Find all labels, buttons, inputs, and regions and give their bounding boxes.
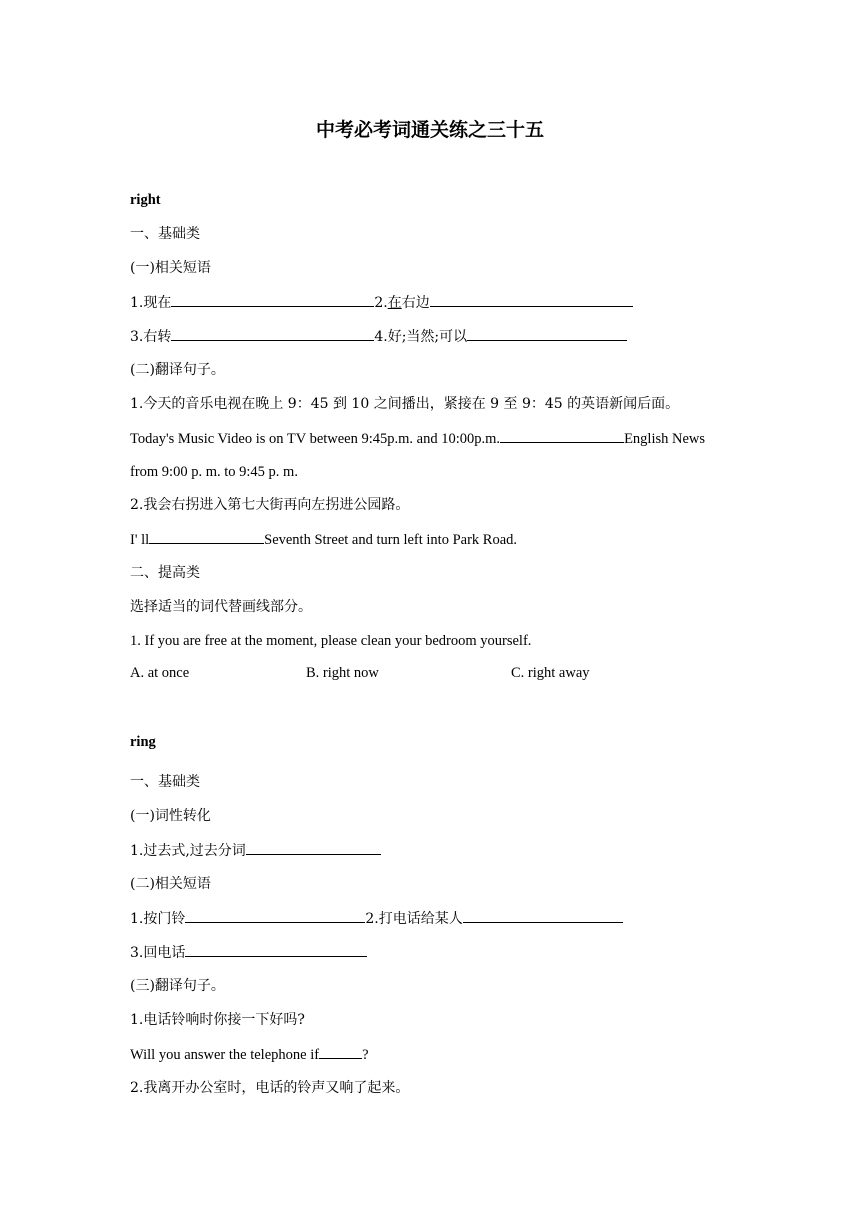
translate-heading: (三)翻译句子。 xyxy=(130,978,225,994)
phrase-row xyxy=(130,326,627,347)
answer-blank[interactable] xyxy=(463,908,623,923)
answer-blank[interactable] xyxy=(185,942,367,957)
option-c[interactable]: C. right away xyxy=(511,665,590,681)
sentence-en xyxy=(130,529,517,550)
phrase-label: 2.打电话给某人 xyxy=(365,911,463,927)
answer-blank[interactable] xyxy=(246,840,381,855)
answer-blank[interactable] xyxy=(500,428,624,443)
word-heading-right: right xyxy=(130,192,161,208)
phrase-label: 2. xyxy=(374,295,388,311)
phrase-label: 3.回电话 xyxy=(130,945,186,961)
sentence-en xyxy=(130,428,705,449)
sentence-cn: 1.电话铃响时你接一下好吗? xyxy=(130,1012,305,1028)
option-b[interactable]: B. right now xyxy=(306,665,379,681)
answer-blank[interactable] xyxy=(430,292,633,307)
answer-blank[interactable] xyxy=(319,1044,362,1059)
sentence-cn: 1.今天的音乐电视在晚上 9：45 到 10 之间播出，紧接在 9 至 9：45 的英语新闻后面。 xyxy=(130,396,680,412)
sentence-text: Today's Music Video is on TV between 9:45p.m. and 10:00p.m. xyxy=(130,431,501,447)
basic-heading: 一、基础类 xyxy=(130,226,200,242)
sentence-cn: 2.我会右拐进入第七大街再向左拐进公园路。 xyxy=(130,497,410,513)
phrases-heading: (二)相关短语 xyxy=(130,876,211,892)
advanced-instruction: 选择适当的词代替画线部分。 xyxy=(130,599,312,615)
sentence-cn: 2.我离开办公室时，电话的铃声又响了起来。 xyxy=(130,1080,410,1096)
phrase-label: 右边 xyxy=(401,295,430,311)
advanced-heading: 二、提高类 xyxy=(130,565,200,581)
phrase-row xyxy=(130,292,633,313)
question-text: 1. If you are free at the moment, please clean your bedroom yourself. xyxy=(130,633,532,649)
conversion-heading: (一)词性转化 xyxy=(130,808,211,824)
page-title: 中考必考词通关练之三十五 xyxy=(315,119,544,141)
phrase-label: 3.右转 xyxy=(130,329,172,345)
answer-blank[interactable] xyxy=(171,326,374,341)
word-heading-ring: ring xyxy=(130,734,156,750)
underlined-char: 在 xyxy=(387,295,402,311)
sentence-text: Seventh Street and turn left into Park Road. xyxy=(264,532,518,548)
phrase-label: 1.按门铃 xyxy=(130,911,186,927)
sentence-text: ? xyxy=(362,1047,369,1063)
option-a[interactable]: A. at once xyxy=(130,665,190,681)
answer-blank[interactable] xyxy=(171,292,374,307)
sentence-text: English News xyxy=(624,431,706,447)
answer-blank[interactable] xyxy=(467,326,627,341)
phrases-heading: (一)相关短语 xyxy=(130,260,211,276)
sentence-text: I' ll xyxy=(130,532,150,548)
phrase-label: 1.现在 xyxy=(130,295,172,311)
phrase-row xyxy=(130,942,367,963)
conversion-row xyxy=(130,840,381,861)
basic-heading: 一、基础类 xyxy=(130,774,200,790)
sentence-en-cont: from 9:00 p. m. to 9:45 p. m. xyxy=(130,464,298,480)
phrase-label: 4.好;当然;可以 xyxy=(374,329,468,345)
sentence-en xyxy=(130,1044,369,1065)
translate-heading: (二)翻译句子。 xyxy=(130,362,225,378)
answer-blank[interactable] xyxy=(185,908,365,923)
answer-blank[interactable] xyxy=(149,529,264,544)
sentence-text: Will you answer the telephone if xyxy=(130,1047,320,1063)
phrase-label: 1.过去式,过去分词 xyxy=(130,843,246,859)
phrase-row xyxy=(130,908,623,929)
